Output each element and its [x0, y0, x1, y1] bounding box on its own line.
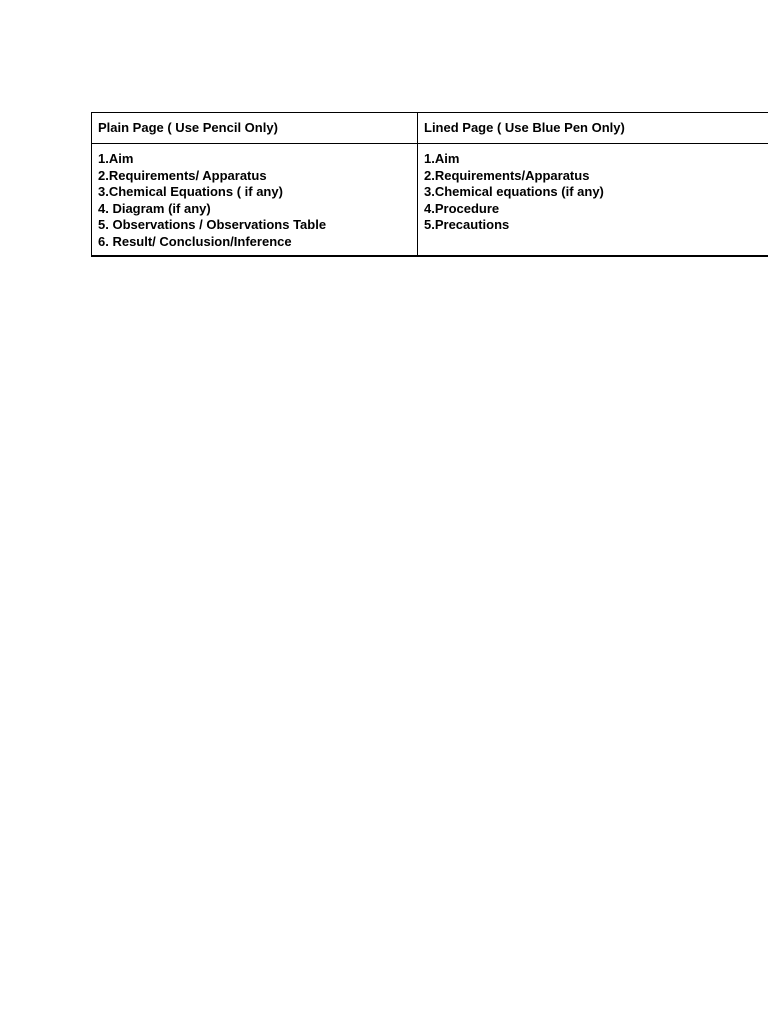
list-item: 3.Chemical Equations ( if any) [98, 184, 283, 199]
table-body-row [92, 144, 768, 256]
table-header-row [92, 113, 768, 144]
list-item: 5.Precautions [424, 217, 510, 232]
list-item: 4.Procedure [424, 200, 500, 216]
list-item: 1.Aim [424, 151, 460, 166]
lined-page-cell [418, 144, 768, 256]
list-item: 2.Requirements/ Apparatus [98, 167, 267, 183]
list-item: 1.Aim [98, 151, 134, 166]
lab-record-table [91, 112, 768, 257]
plain-page-list [98, 151, 411, 250]
list-item: 3.Chemical equations (if any) [424, 184, 604, 199]
list-item: 2.Requirements/Apparatus [424, 167, 590, 183]
plain-page-cell [92, 144, 418, 256]
list-item: 4. Diagram (if any) [98, 200, 211, 216]
list-item: 5. Observations / Observations Table [98, 217, 327, 232]
lined-page-list [424, 151, 763, 234]
lined-page-header: Lined Page ( Use Blue Pen Only) [418, 113, 768, 144]
list-item: 6. Result/ Conclusion/Inference [98, 233, 292, 249]
plain-page-header: Plain Page ( Use Pencil Only) [92, 113, 418, 144]
